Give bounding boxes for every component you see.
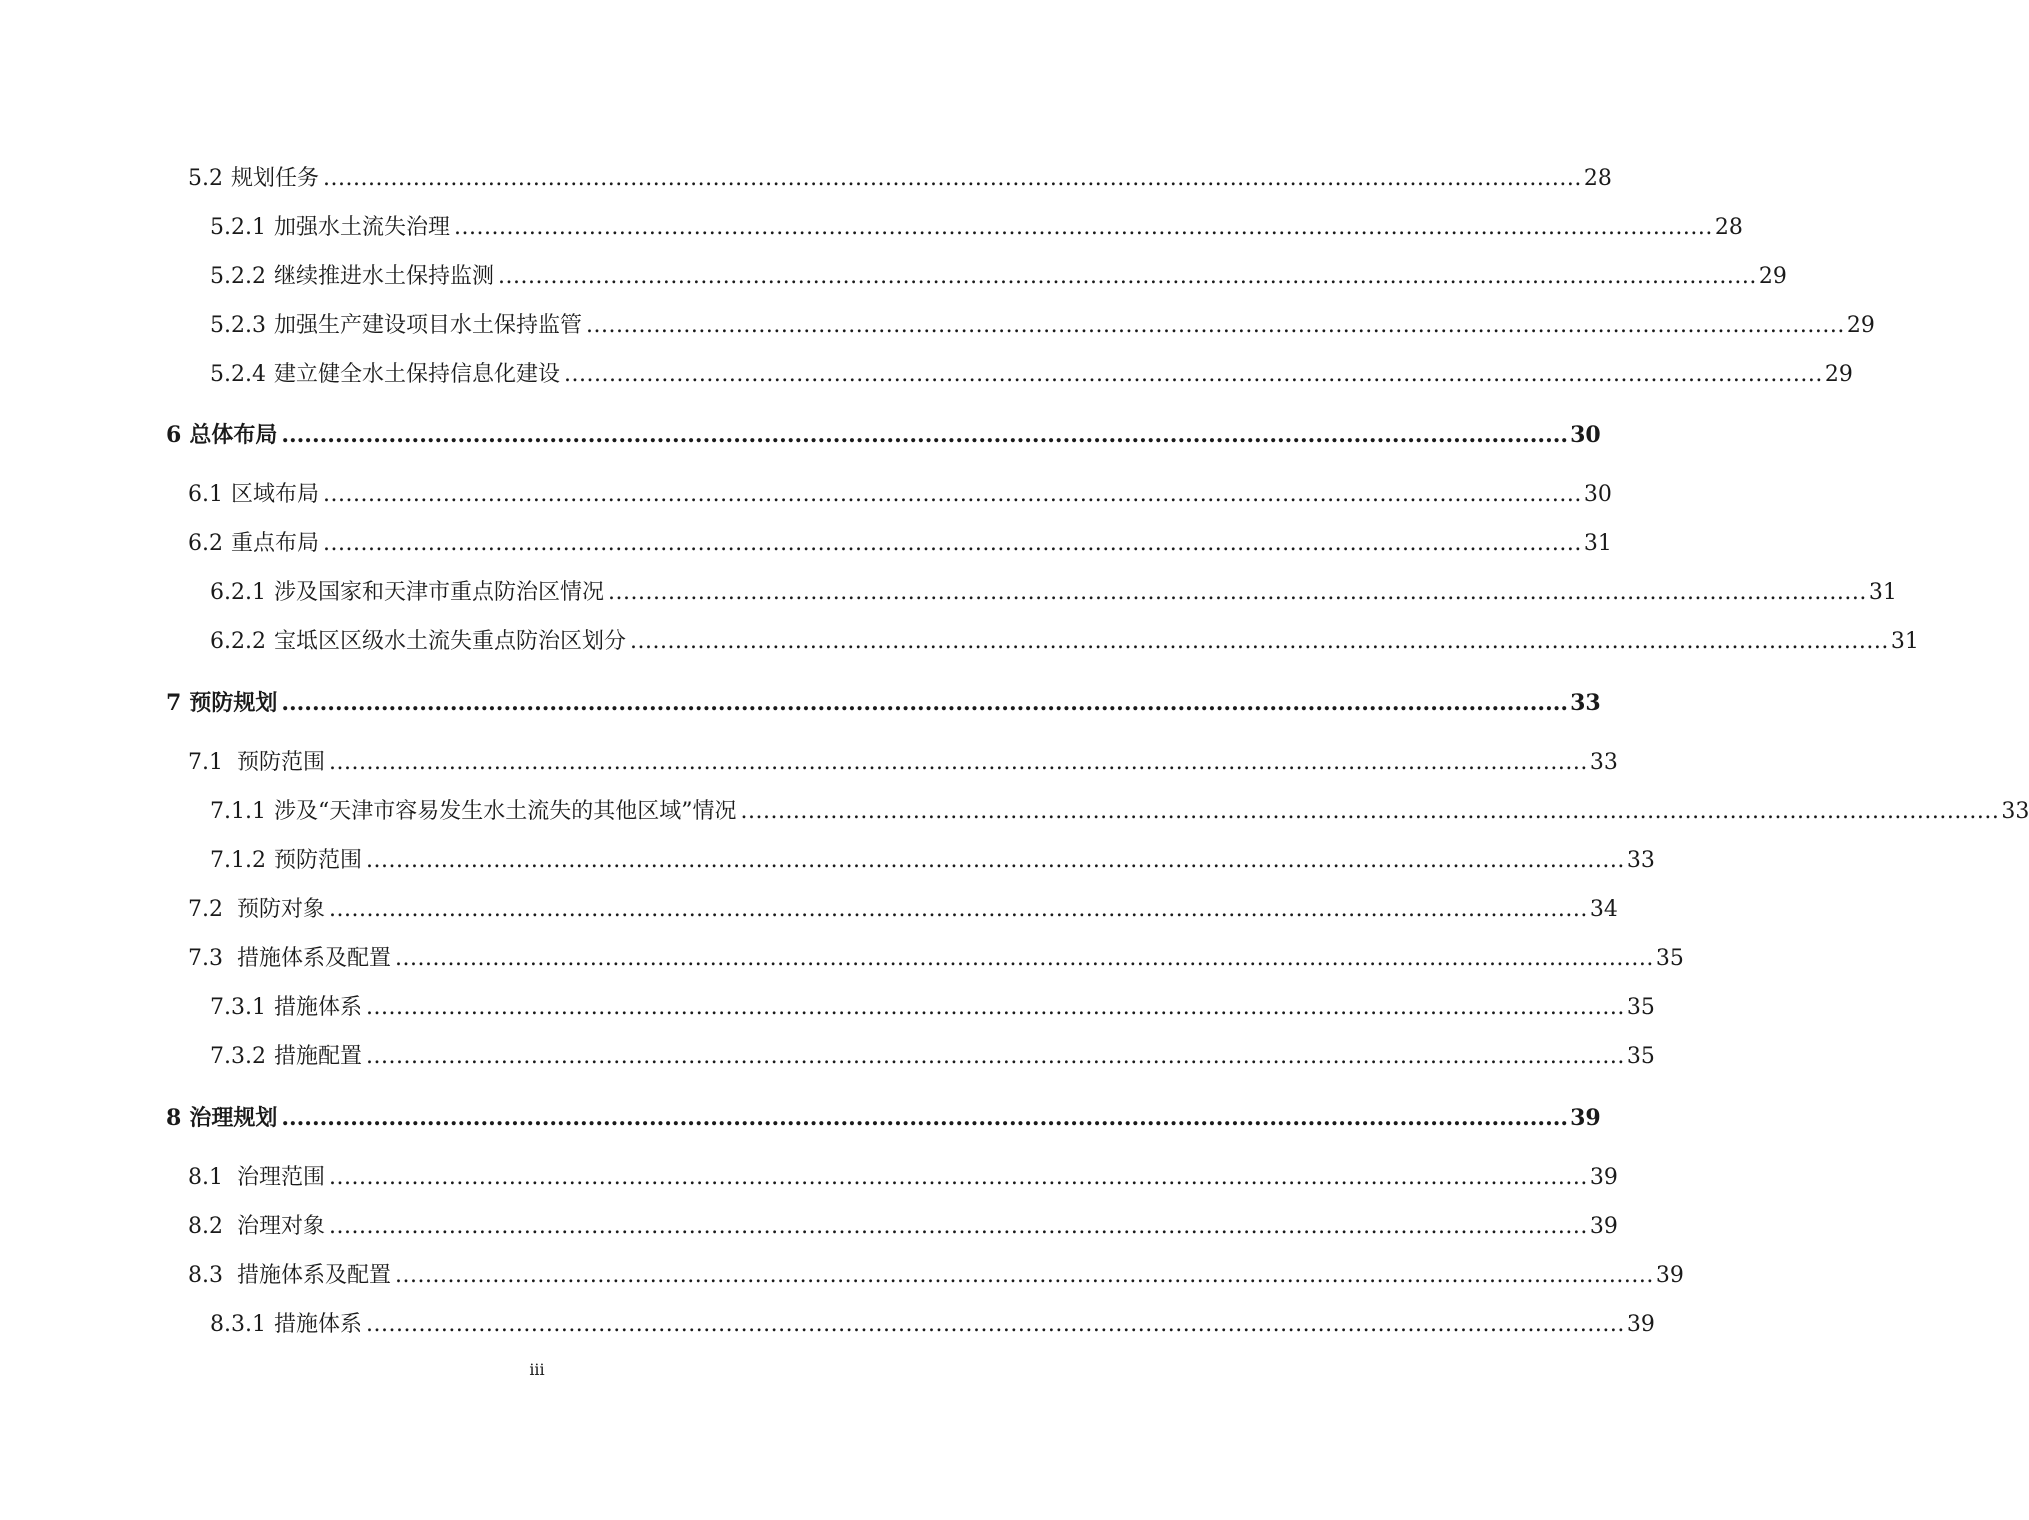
toc-entry-number: 5.2.2	[210, 264, 266, 289]
toc-entry-title: 治理对象	[237, 1214, 326, 1239]
toc-entry-number: 6.2.2	[210, 629, 266, 654]
toc-dot-leader: ........................................................................................................................................................................	[329, 1165, 1588, 1190]
toc-dot-leader: ........................................................................................................................................................................	[366, 1044, 1625, 1069]
toc-entry-page: 33	[1570, 690, 1601, 716]
toc-entry-page: 39	[1626, 1312, 1655, 1337]
toc-entry-page: 31	[1890, 629, 1919, 654]
toc-entry-title: 措施体系及配置	[237, 1263, 392, 1288]
toc-entry-number: 5.2.4	[210, 362, 266, 387]
toc-dot-leader: ........................................................................................................................................................................	[323, 482, 1582, 507]
toc-entry-title: 措施配置	[273, 1044, 362, 1069]
toc-entry-title: 措施体系及配置	[237, 946, 392, 971]
toc-entry[interactable]	[210, 1042, 1655, 1072]
toc-entry-page: 33	[2001, 799, 2029, 824]
toc-entry[interactable]	[210, 993, 1655, 1023]
toc-chapter-entry[interactable]	[166, 688, 1601, 718]
toc-entry-number: 6	[166, 422, 182, 448]
toc-entry[interactable]	[210, 360, 1853, 390]
toc-entry-title: 加强生产建设项目水土保持监管	[273, 313, 582, 338]
toc-dot-leader: ........................................................................................................................................................................	[395, 946, 1654, 971]
toc-dot-leader: ........................................................................................................................................................................	[630, 629, 1889, 654]
toc-entry-page: 30	[1583, 482, 1612, 507]
toc-entry-title: 总体布局	[189, 422, 278, 448]
toc-entry-title: 宝坻区区级水土流失重点防治区划分	[273, 629, 626, 654]
toc-entry-page: 31	[1868, 580, 1897, 605]
toc-entry-number: 6.2	[188, 531, 223, 556]
toc-entry[interactable]	[188, 895, 1618, 925]
toc-entry[interactable]	[188, 944, 1684, 974]
toc-entry-number: 8.3.1	[210, 1312, 266, 1337]
toc-entry-title: 涉及“天津市容易发生水土流失的其他区域”情况	[273, 799, 737, 824]
toc-entry-title: 预防规划	[189, 690, 278, 716]
toc-dot-leader: ........................................................................................................................................................................	[366, 1312, 1625, 1337]
toc-dot-leader: ........................................................................................................................................................................	[366, 848, 1625, 873]
toc-entry-number: 5.2	[188, 166, 223, 191]
toc-dot-leader: ........................................................................................................................................................................	[329, 897, 1588, 922]
toc-entry[interactable]	[188, 164, 1612, 194]
toc-entry-page: 29	[1824, 362, 1853, 387]
toc-entry-title: 预防对象	[237, 897, 326, 922]
toc-dot-leader: ........................................................................................................................................................................	[323, 166, 1582, 191]
toc-entry-title: 措施体系	[273, 1312, 362, 1337]
toc-dot-leader: ........................................................................................................................................................................	[454, 215, 1713, 240]
toc-entry[interactable]	[210, 797, 2029, 827]
toc-entry-number: 6.2.1	[210, 580, 266, 605]
toc-entry-number: 5.2.3	[210, 313, 266, 338]
toc-dot-leader: ........................................................................................................................................................................	[281, 422, 1569, 448]
toc-entry-number: 8.3	[188, 1263, 223, 1288]
toc-dot-leader: ........................................................................................................................................................................	[366, 995, 1625, 1020]
toc-entry[interactable]	[210, 213, 1743, 243]
toc-entry-number: 8.1	[188, 1165, 223, 1190]
toc-dot-leader: ........................................................................................................................................................................	[281, 690, 1569, 716]
toc-entry-title: 措施体系	[273, 995, 362, 1020]
toc-entry-number: 7.2	[188, 897, 223, 922]
toc-entry[interactable]	[188, 748, 1618, 778]
toc-dot-leader: ........................................................................................................................................................................	[608, 580, 1867, 605]
toc-dot-leader: ........................................................................................................................................................................	[281, 1105, 1569, 1131]
toc-entry-number: 7.1	[188, 750, 223, 775]
toc-entry-number: 6.1	[188, 482, 223, 507]
toc-entry-page: 35	[1626, 995, 1655, 1020]
toc-entry[interactable]	[210, 311, 1875, 341]
toc-entry-number: 7	[166, 690, 182, 716]
toc-chapter-entry[interactable]	[166, 1103, 1601, 1133]
toc-entry-page: 28	[1714, 215, 1743, 240]
toc-entry-page: 34	[1589, 897, 1618, 922]
toc-dot-leader: ........................................................................................................................................................................	[395, 1263, 1654, 1288]
toc-entry-page: 39	[1570, 1105, 1601, 1131]
toc-entry-title: 区域布局	[231, 482, 320, 507]
toc-entry-title: 加强水土流失治理	[273, 215, 450, 240]
toc-entry[interactable]	[188, 1261, 1684, 1291]
toc-entry-number: 8	[166, 1105, 182, 1131]
toc-entry-page: 39	[1589, 1165, 1618, 1190]
toc-entry[interactable]	[210, 627, 1919, 657]
toc-entry-title: 治理范围	[237, 1165, 326, 1190]
toc-entry-page: 35	[1655, 946, 1684, 971]
toc-entry-page: 35	[1626, 1044, 1655, 1069]
toc-dot-leader: ........................................................................................................................................................................	[586, 313, 1845, 338]
toc-entry-number: 7.1.2	[210, 848, 266, 873]
toc-dot-leader: ........................................................................................................................................................................	[498, 264, 1757, 289]
toc-entry-page: 39	[1589, 1214, 1618, 1239]
toc-entry-page: 33	[1626, 848, 1655, 873]
toc-dot-leader: ........................................................................................................................................................................	[329, 1214, 1588, 1239]
toc-entry-title: 规划任务	[231, 166, 320, 191]
toc-entry-title: 治理规划	[189, 1105, 278, 1131]
toc-entry-page: 31	[1583, 531, 1612, 556]
toc-entry[interactable]	[188, 1163, 1618, 1193]
toc-entry-page: 39	[1655, 1263, 1684, 1288]
toc-entry-page: 29	[1758, 264, 1787, 289]
toc-entry-number: 7.1.1	[210, 799, 266, 824]
toc-entry[interactable]	[188, 1212, 1618, 1242]
page-number: iii	[529, 1360, 545, 1379]
toc-entry-title: 预防范围	[237, 750, 326, 775]
toc-entry[interactable]	[188, 480, 1612, 510]
toc-entry-title: 涉及国家和天津市重点防治区情况	[273, 580, 604, 605]
toc-entry[interactable]	[210, 578, 1897, 608]
toc-entry[interactable]	[188, 529, 1612, 559]
toc-entry-title: 预防范围	[273, 848, 362, 873]
toc-entry-title: 继续推进水土保持监测	[273, 264, 494, 289]
toc-chapter-entry[interactable]	[166, 420, 1601, 450]
toc-entry[interactable]	[210, 846, 1655, 876]
toc-entry-number: 8.2	[188, 1214, 223, 1239]
toc-entry-number: 7.3	[188, 946, 223, 971]
toc-entry[interactable]	[210, 262, 1787, 292]
toc-entry-number: 7.3.2	[210, 1044, 266, 1069]
toc-dot-leader: ........................................................................................................................................................................	[329, 750, 1588, 775]
toc-entry-page: 29	[1846, 313, 1875, 338]
toc-entry-page: 28	[1583, 166, 1612, 191]
toc-entry-page: 33	[1589, 750, 1618, 775]
toc-entry-title: 重点布局	[231, 531, 320, 556]
toc-dot-leader: ........................................................................................................................................................................	[740, 799, 2000, 824]
toc-entry-number: 7.3.1	[210, 995, 266, 1020]
toc-entry-number: 5.2.1	[210, 215, 266, 240]
toc-entry[interactable]	[210, 1310, 1655, 1340]
toc-dot-leader: ........................................................................................................................................................................	[564, 362, 1823, 387]
toc-entry-page: 30	[1570, 422, 1601, 448]
toc-dot-leader: ........................................................................................................................................................................	[323, 531, 1582, 556]
toc-entry-title: 建立健全水土保持信息化建设	[273, 362, 560, 387]
